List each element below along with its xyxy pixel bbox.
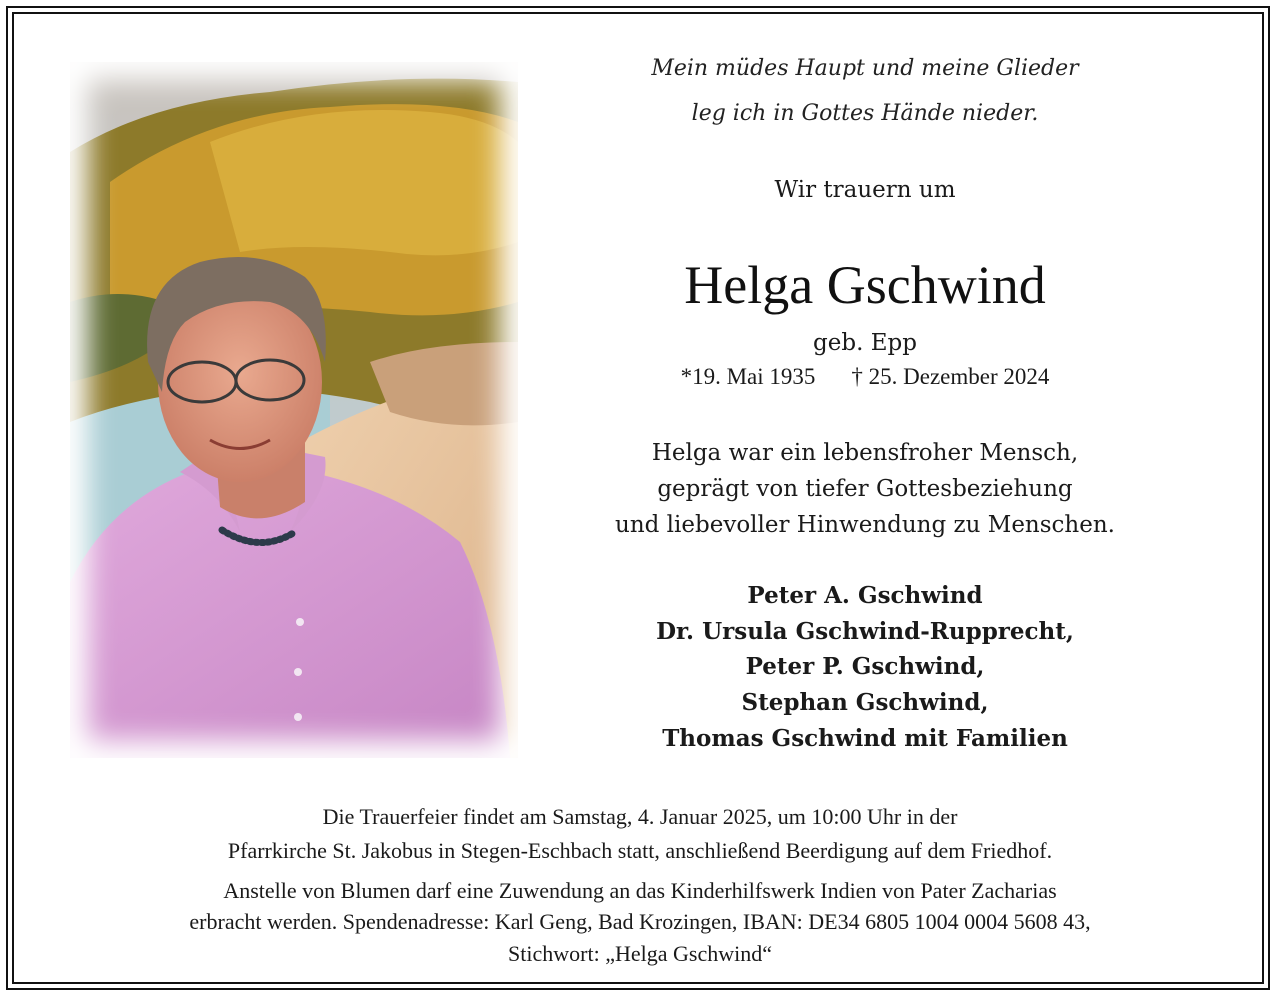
tribute-line-1: Helga war ein lebensfroher Mensch, [651,440,1079,466]
birth-name: geb. Epp [813,330,917,356]
service-line-1: Die Trauerfeier findet am Samstag, 4. Januar 2025, um 10:00 Uhr in der [322,804,958,829]
portrait-photo [70,62,518,758]
mourner-3: Peter P. Gschwind, [745,653,985,680]
verse-line-2: leg ich in Gottes Hände nieder. [691,101,1039,126]
donation-line-1: Anstelle von Blumen darf eine Zuwendung an das Kinderhilfswerk Indien von Pater Zacharias [223,878,1057,903]
mourner-5: Thomas Gschwind mit Familien [662,725,1068,752]
intro-text: Wir trauern um [774,177,956,203]
death-date: † 25. Dezember 2024 [851,364,1050,389]
verse-line-1: Mein müdes Haupt und meine Glieder [651,56,1079,81]
donation-line-3: Stichwort: „Helga Gschwind“ [508,941,772,966]
birth-date: *19. Mai 1935 [680,364,816,389]
mourner-2: Dr. Ursula Gschwind-Rupprecht, [656,618,1074,645]
portrait-illustration [70,62,518,758]
tribute-line-3: und liebevoller Hinwendung zu Menschen. [615,512,1115,538]
life-dates [560,364,1170,390]
tribute-line-2: geprägt von tiefer Gottesbeziehung [657,476,1073,502]
mourner-4: Stephan Gschwind, [741,689,989,716]
mourner-1: Peter A. Gschwind [747,582,983,609]
service-line-2: Pfarrkirche St. Jakobus in Stegen-Eschbach statt, anschließend Beerdigung auf dem Friedhof. [227,838,1053,863]
deceased-name: Helga Gschwind [684,255,1046,315]
donation-line-2: erbracht werden. Spendenadresse: Karl Geng, Bad Krozingen, IBAN: DE34 6805 1004 0004 5608 43, [189,909,1091,934]
